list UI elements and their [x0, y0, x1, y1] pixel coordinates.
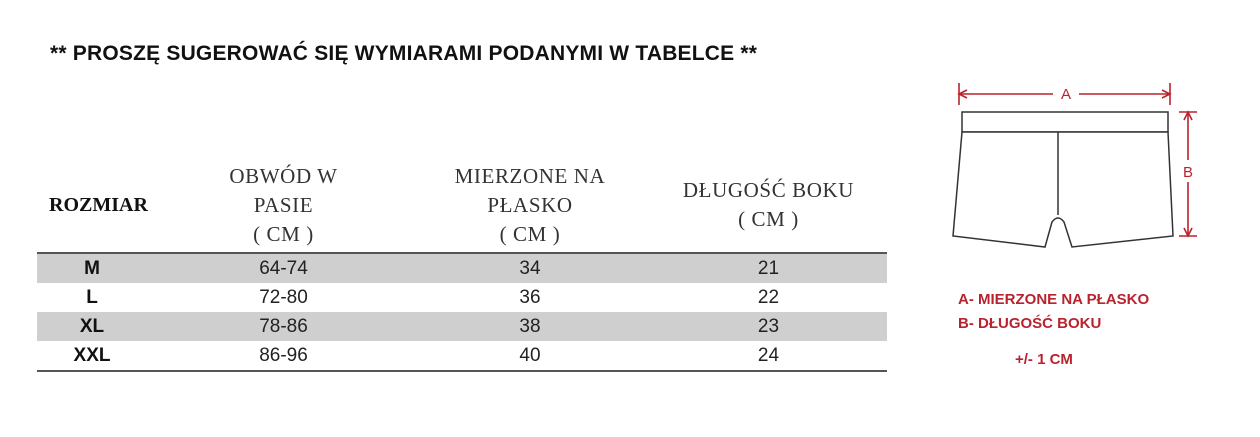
waist-cell: 72-80	[259, 286, 308, 308]
header-side-line-1: DŁUGOŚĆ BOKU	[682, 178, 855, 202]
table-row	[37, 312, 887, 341]
size-table	[37, 160, 887, 372]
shorts-drawing	[945, 78, 1205, 258]
waistband	[962, 112, 1168, 132]
waist-cell: 78-86	[157, 312, 410, 341]
diagram-legend	[958, 288, 1149, 372]
legend-b: B- DŁUGOŚĆ BOKU	[958, 315, 1102, 332]
flat-cell: 40	[519, 344, 541, 366]
header-waist-line-1: OBWÓD W	[229, 163, 338, 188]
table-row	[37, 253, 887, 283]
size-cell: L	[86, 286, 98, 308]
tolerance-note: +/- 1 CM	[1015, 351, 1073, 368]
header-flat-line-3: ( CM )	[499, 221, 561, 246]
size-table-container	[37, 160, 887, 372]
size-cell: XXL	[73, 344, 111, 366]
flat-cell: 36	[519, 286, 541, 308]
waist-cell: 86-96	[259, 344, 308, 366]
header-waist	[157, 160, 410, 253]
shorts-body	[953, 132, 1173, 247]
side-cell: 21	[650, 253, 887, 283]
side-cell: 24	[757, 344, 780, 366]
header-flat-line-2: PŁASKO	[487, 192, 573, 217]
table-header-row	[37, 160, 887, 253]
header-side	[650, 160, 887, 253]
waist-cell: 64-74	[157, 253, 410, 283]
legend-a: A- MIERZONE NA PŁASKO	[958, 291, 1150, 308]
header-waist-line-3: ( CM )	[253, 221, 314, 246]
header-side-line-2: ( CM )	[738, 207, 799, 231]
table-row	[37, 341, 887, 371]
flat-cell: 34	[410, 253, 650, 283]
side-cell: 22	[757, 286, 780, 308]
header-flat-line-1: MIERZONE NA	[454, 163, 606, 188]
label-b: B	[1182, 164, 1194, 181]
size-cell: XL	[37, 312, 157, 341]
header-waist-line-2: PASIE	[253, 192, 314, 217]
table-row	[37, 283, 887, 312]
side-cell: 23	[650, 312, 887, 341]
boxer-shorts-diagram	[945, 78, 1205, 258]
flat-cell: 38	[410, 312, 650, 341]
page-title: ** PROSZĘ SUGEROWAĆ SIĘ WYMIARAMI PODANYMI W TABELCE **	[50, 42, 758, 65]
header-flat	[410, 160, 650, 253]
size-cell: M	[37, 253, 157, 283]
label-a: A	[1060, 86, 1072, 103]
header-size: ROZMIAR	[49, 193, 148, 216]
